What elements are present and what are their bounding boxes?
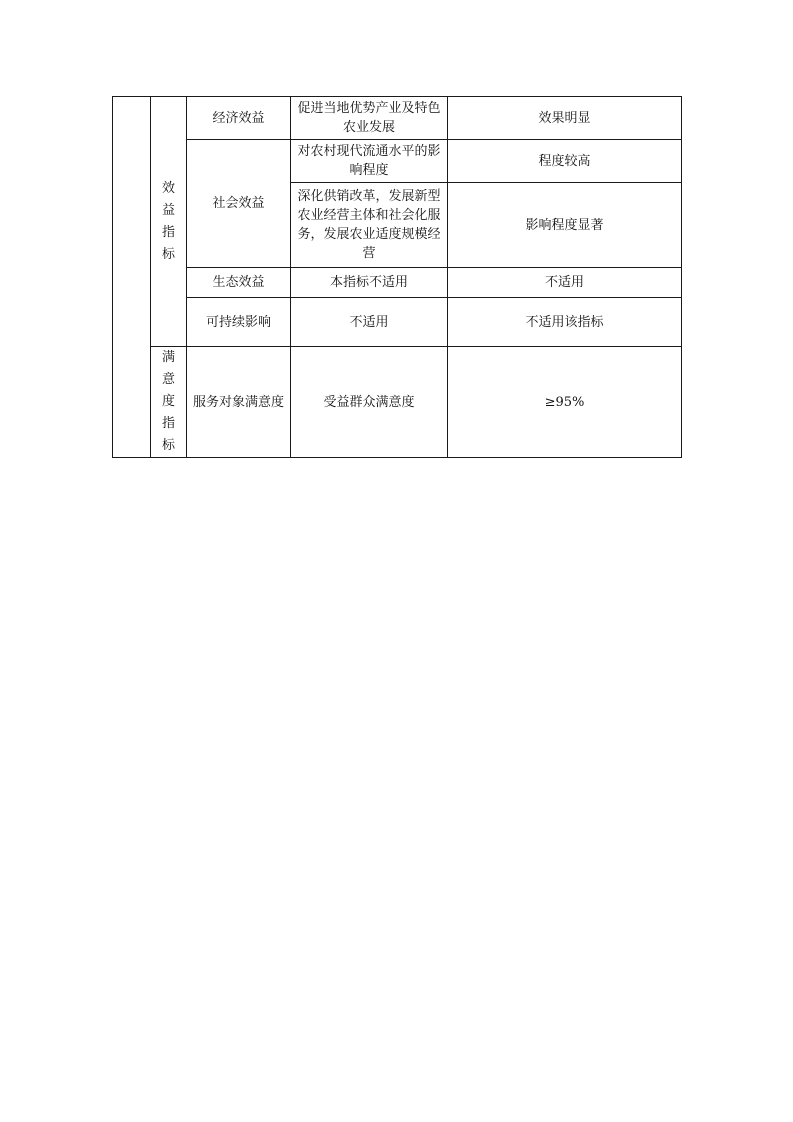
category-cell: 生态效益 bbox=[187, 268, 291, 298]
indicator-cell: 深化供销改革，发展新型农业经营主体和社会化服务，发展农业适度规模经营 bbox=[291, 183, 448, 268]
indicator-cell: 本指标不适用 bbox=[291, 268, 448, 298]
indicator-cell: 对农村现代流通水平的影响程度 bbox=[291, 140, 448, 183]
value-cell: 效果明显 bbox=[448, 97, 682, 140]
category-cell: 社会效益 bbox=[187, 140, 291, 268]
value-cell: 影响程度显著 bbox=[448, 183, 682, 268]
group-label-benefit: 效益指标 bbox=[161, 180, 175, 262]
value-cell: 程度较高 bbox=[448, 140, 682, 183]
performance-indicator-table bbox=[112, 96, 682, 458]
category-cell: 服务对象满意度 bbox=[187, 347, 291, 458]
indicator-cell: 促进当地优势产业及特色农业发展 bbox=[291, 97, 448, 140]
value-cell: ≥95% bbox=[448, 347, 682, 458]
group-benefit-cell bbox=[151, 97, 187, 347]
table-row bbox=[113, 298, 682, 347]
indicator-cell: 不适用 bbox=[291, 298, 448, 347]
group-label-satisfaction: 满意度指标 bbox=[161, 350, 175, 453]
value-cell: 不适用该指标 bbox=[448, 298, 682, 347]
category-cell: 可持续影响 bbox=[187, 298, 291, 347]
value-cell: 不适用 bbox=[448, 268, 682, 298]
level1-indicator-cell bbox=[113, 97, 151, 458]
table-row bbox=[113, 347, 682, 458]
table-row bbox=[113, 97, 682, 140]
group-satisfaction-cell bbox=[151, 347, 187, 458]
table-row bbox=[113, 140, 682, 183]
indicator-cell: 受益群众满意度 bbox=[291, 347, 448, 458]
category-cell: 经济效益 bbox=[187, 97, 291, 140]
table-row bbox=[113, 268, 682, 298]
